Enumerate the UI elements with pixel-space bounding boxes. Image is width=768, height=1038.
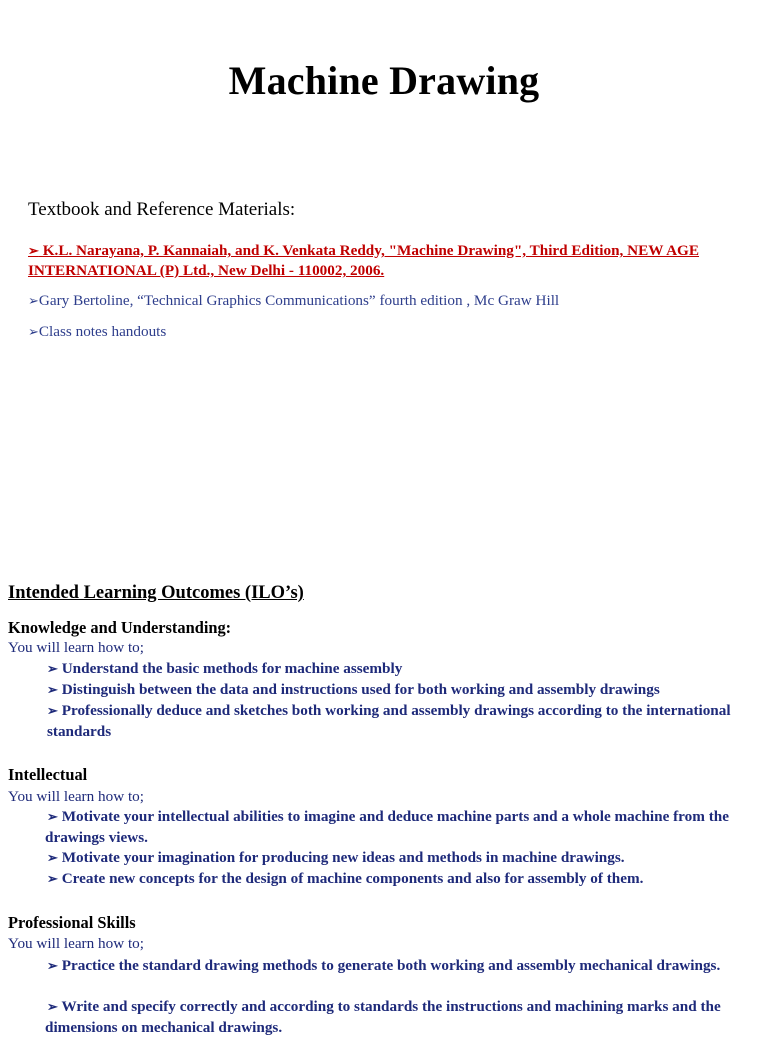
arrow-bullet-icon: ➢	[47, 682, 58, 697]
intellectual-intro: You will learn how to;	[8, 788, 144, 805]
arrow-bullet-icon: ➢	[47, 661, 58, 676]
professional-section-title: Professional Skills	[8, 913, 136, 932]
arrow-bullet-icon: ➢	[47, 850, 58, 865]
arrow-bullet-icon: ➢	[47, 958, 58, 973]
intellectual-section-title: Intellectual	[8, 765, 88, 784]
arrow-bullet-icon: ➢	[28, 293, 39, 308]
intellectual-item: ➢ Motivate your intellectual abilities to imagine and deduce machine parts and a whole machine from the drawings views.	[45, 808, 729, 846]
professional-item: ➢ Write and specify correctly and according to standards the instructions and machining marks and the dimensions on mechanical drawings.	[45, 998, 721, 1036]
knowledge-intro: You will learn how to;	[8, 639, 144, 656]
ilo-heading: Intended Learning Outcomes (ILO’s)	[8, 583, 304, 603]
arrow-bullet-icon: ➢	[47, 999, 58, 1014]
reference-text: K.L. Narayana, P. Kannaiah, and K. Venkata Reddy, "Machine Drawing", Third Edition, NEW AGE INTERNATIONAL (P) Ltd., New Delhi - 110002, 2006.	[28, 242, 699, 279]
knowledge-item: ➢ Distinguish between the data and instructions used for both working and assembly drawings	[47, 681, 660, 698]
page-title: Machine Drawing	[228, 58, 540, 103]
reference-text: Class notes handouts	[38, 323, 167, 340]
intellectual-item: ➢ Create new concepts for the design of machine components and also for assembly of them.	[47, 870, 644, 887]
arrow-bullet-icon: ➢	[28, 243, 39, 258]
professional-intro: You will learn how to;	[8, 935, 144, 952]
arrow-bullet-icon: ➢	[28, 324, 39, 339]
arrow-bullet-icon: ➢	[47, 809, 58, 824]
reference-item-bertoline	[28, 292, 559, 310]
reference-item-class-notes	[28, 323, 166, 341]
knowledge-item: ➢ Professionally deduce and sketches both working and assembly drawings according to the international standards	[47, 702, 731, 740]
references-heading: Textbook and Reference Materials:	[28, 199, 296, 220]
reference-text: Gary Bertoline, “Technical Graphics Communications” fourth edition , Mc Graw Hill	[38, 292, 560, 309]
knowledge-section-title: Knowledge and Understanding:	[8, 618, 232, 637]
professional-item: ➢ Practice the standard drawing methods to generate both working and assembly mechanical drawings.	[47, 957, 721, 974]
arrow-bullet-icon: ➢	[47, 703, 58, 718]
knowledge-item: ➢ Understand the basic methods for machine assembly	[47, 660, 403, 677]
intellectual-item: ➢ Motivate your imagination for producing new ideas and methods in machine drawings.	[47, 849, 625, 866]
arrow-bullet-icon: ➢	[47, 871, 58, 886]
reference-item-textbook[interactable]	[28, 241, 748, 281]
